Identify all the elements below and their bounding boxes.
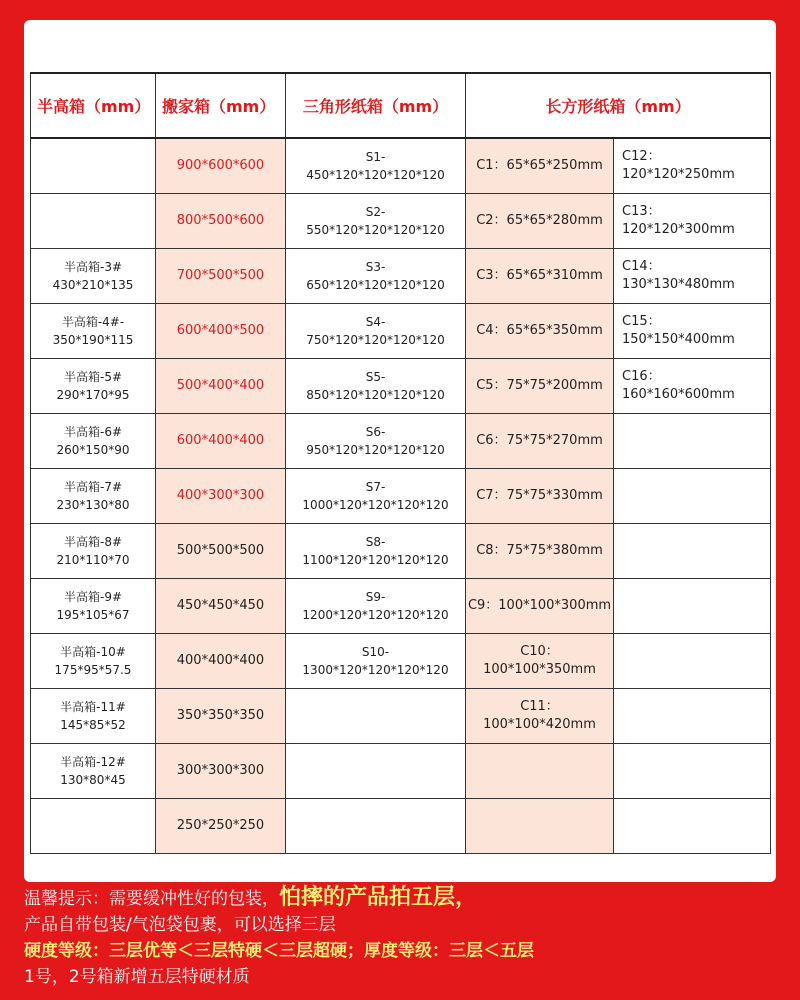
half-height-size: 210*110*70 [56,553,130,567]
table-header-row [31,73,771,138]
tip-line-1 [24,885,794,912]
moving-box-cell: 900*600*600 [156,138,286,194]
triangle-size: 550*120*120*120*120 [306,223,445,237]
table-row [31,138,771,194]
rectangle-box-cell-a: C9：100*100*300mm [466,579,614,634]
rectangle-box-cell-a [466,744,614,799]
rectangle-box-cell-b [614,634,771,689]
rectangle-box-cell-a: C8：75*75*380mm [466,524,614,579]
half-height-model: 半高箱-11# [60,700,126,714]
header-triangle-box: 三角形纸箱（mm） [286,73,466,138]
triangle-model: S7- [365,480,386,494]
triangle-box-cell [286,414,466,469]
table-row [31,304,771,359]
table-row [31,194,771,249]
triangle-size: 1100*120*120*120*120 [302,553,449,567]
rectangle-box-cell-a: C4：65*65*350mm [466,304,614,359]
triangle-model: S5- [365,370,386,384]
triangle-model: S9- [365,590,386,604]
triangle-model: S8- [365,535,386,549]
moving-box-cell: 450*450*450 [156,579,286,634]
tip-line-3: 硬度等级：三层优等＜三层特硬＜三层超硬；厚度等级：三层＜五层 [24,941,534,961]
half-height-model: 半高箱-5# [63,370,123,384]
triangle-size: 450*120*120*120*120 [306,168,445,182]
header-half-height-box: 半高箱（mm） [31,73,156,138]
half-height-model: 半高箱-3# [63,260,123,274]
moving-box-cell: 300*300*300 [156,744,286,799]
triangle-model: S4- [365,315,386,329]
half-height-model: 半高箱-6# [63,425,123,439]
half-height-model: 半高箱-10# [60,645,126,659]
triangle-size: 650*120*120*120*120 [306,278,445,292]
half-height-size: 260*150*90 [56,443,130,457]
triangle-box-cell [286,359,466,414]
half-height-size: 230*130*80 [56,498,130,512]
table-row [31,799,771,854]
triangle-size: 1000*120*120*120*120 [302,498,449,512]
half-height-model: 半高箱-4#- [61,315,125,329]
table-row [31,744,771,799]
rectangle-box-cell-b [614,744,771,799]
half-height-size: 145*85*52 [60,718,126,732]
triangle-box-cell [286,304,466,359]
half-height-cell [31,689,156,744]
table-row [31,359,771,414]
triangle-box-cell [286,524,466,579]
half-height-size: 350*190*115 [52,333,134,347]
half-height-cell [31,359,156,414]
table-row [31,524,771,579]
tip-line-2: 产品自带包装/气泡袋包裹，可以选择三层 [24,915,336,935]
moving-box-cell: 600*400*400 [156,414,286,469]
triangle-size: 750*120*120*120*120 [306,333,445,347]
half-height-model: 半高箱-8# [63,535,123,549]
triangle-model: S2- [365,205,386,219]
tips-section [24,885,794,990]
triangle-box-cell [286,689,466,744]
half-height-cell [31,249,156,304]
tip-line-1-text: 温馨提示：需要缓冲性好的包装， [24,889,279,909]
half-height-model: 半高箱-12# [60,755,126,769]
rectangle-box-cell-b: C14：130*130*480mm [614,249,771,304]
table-row [31,634,771,689]
rectangle-box-cell-a: C10：100*100*350mm [466,634,614,689]
half-height-size: 175*95*57.5 [54,663,132,677]
half-height-size: 195*105*67 [56,608,130,622]
table-row [31,469,771,524]
half-height-model: 半高箱-9# [63,590,123,604]
half-height-cell [31,744,156,799]
half-height-size: 130*80*45 [60,773,126,787]
half-height-cell [31,634,156,689]
half-height-cell [31,138,156,194]
triangle-box-cell [286,744,466,799]
table-row [31,249,771,304]
moving-box-cell: 500*400*400 [156,359,286,414]
half-height-cell [31,194,156,249]
rectangle-box-cell-a: C7：75*75*330mm [466,469,614,524]
moving-box-cell: 800*500*600 [156,194,286,249]
half-height-cell [31,524,156,579]
tip-line-4: 1号，2号箱新增五层特硬材质 [24,967,250,987]
table-row [31,414,771,469]
triangle-box-cell [286,579,466,634]
moving-box-cell: 500*500*500 [156,524,286,579]
half-height-size: 290*170*95 [56,388,130,402]
triangle-model: S3- [365,260,386,274]
triangle-model: S6- [365,425,386,439]
rectangle-box-cell-b: C12：120*120*250mm [614,138,771,194]
half-height-cell [31,469,156,524]
moving-box-cell: 400*300*300 [156,469,286,524]
rectangle-box-cell-b [614,799,771,854]
triangle-size: 1200*120*120*120*120 [302,608,449,622]
moving-box-cell: 700*500*500 [156,249,286,304]
rectangle-box-cell-b: C15：150*150*400mm [614,304,771,359]
rectangle-box-cell-b: C16：160*160*600mm [614,359,771,414]
rectangle-box-cell-a: C2：65*65*280mm [466,194,614,249]
table-row [31,579,771,634]
triangle-model: S10- [361,645,390,659]
triangle-size: 950*120*120*120*120 [306,443,445,457]
moving-box-cell: 350*350*350 [156,689,286,744]
rectangle-box-cell-a: C5：75*75*200mm [466,359,614,414]
half-height-size: 430*210*135 [52,278,134,292]
triangle-model: S1- [365,150,386,164]
rectangle-box-cell-b [614,414,771,469]
rectangle-box-cell-a: C11：100*100*420mm [466,689,614,744]
half-height-cell [31,304,156,359]
moving-box-cell: 400*400*400 [156,634,286,689]
rectangle-box-cell-b [614,579,771,634]
half-height-cell [31,414,156,469]
triangle-size: 1300*120*120*120*120 [302,663,449,677]
rectangle-box-cell-b [614,469,771,524]
header-rectangle-box: 长方形纸箱（mm） [466,73,771,138]
header-moving-box: 搬家箱（mm） [156,73,286,138]
half-height-cell [31,799,156,854]
table-row [31,689,771,744]
triangle-box-cell [286,194,466,249]
half-height-model: 半高箱-7# [63,480,123,494]
rectangle-box-cell-a: C3：65*65*310mm [466,249,614,304]
triangle-size: 850*120*120*120*120 [306,388,445,402]
triangle-box-cell [286,249,466,304]
tip-line-1-highlight: 怕摔的产品拍五层， [279,885,478,910]
rectangle-box-cell-b [614,524,771,579]
triangle-box-cell [286,634,466,689]
half-height-cell [31,579,156,634]
table-body [31,138,771,854]
rectangle-box-cell-a: C6：75*75*270mm [466,414,614,469]
triangle-box-cell [286,469,466,524]
moving-box-cell: 600*400*500 [156,304,286,359]
moving-box-cell: 250*250*250 [156,799,286,854]
rectangle-box-cell-b [614,689,771,744]
box-size-table [30,72,771,854]
triangle-box-cell [286,138,466,194]
triangle-box-cell [286,799,466,854]
spec-card [24,20,776,882]
rectangle-box-cell-b: C13：120*120*300mm [614,194,771,249]
rectangle-box-cell-a: C1：65*65*250mm [466,138,614,194]
rectangle-box-cell-a [466,799,614,854]
